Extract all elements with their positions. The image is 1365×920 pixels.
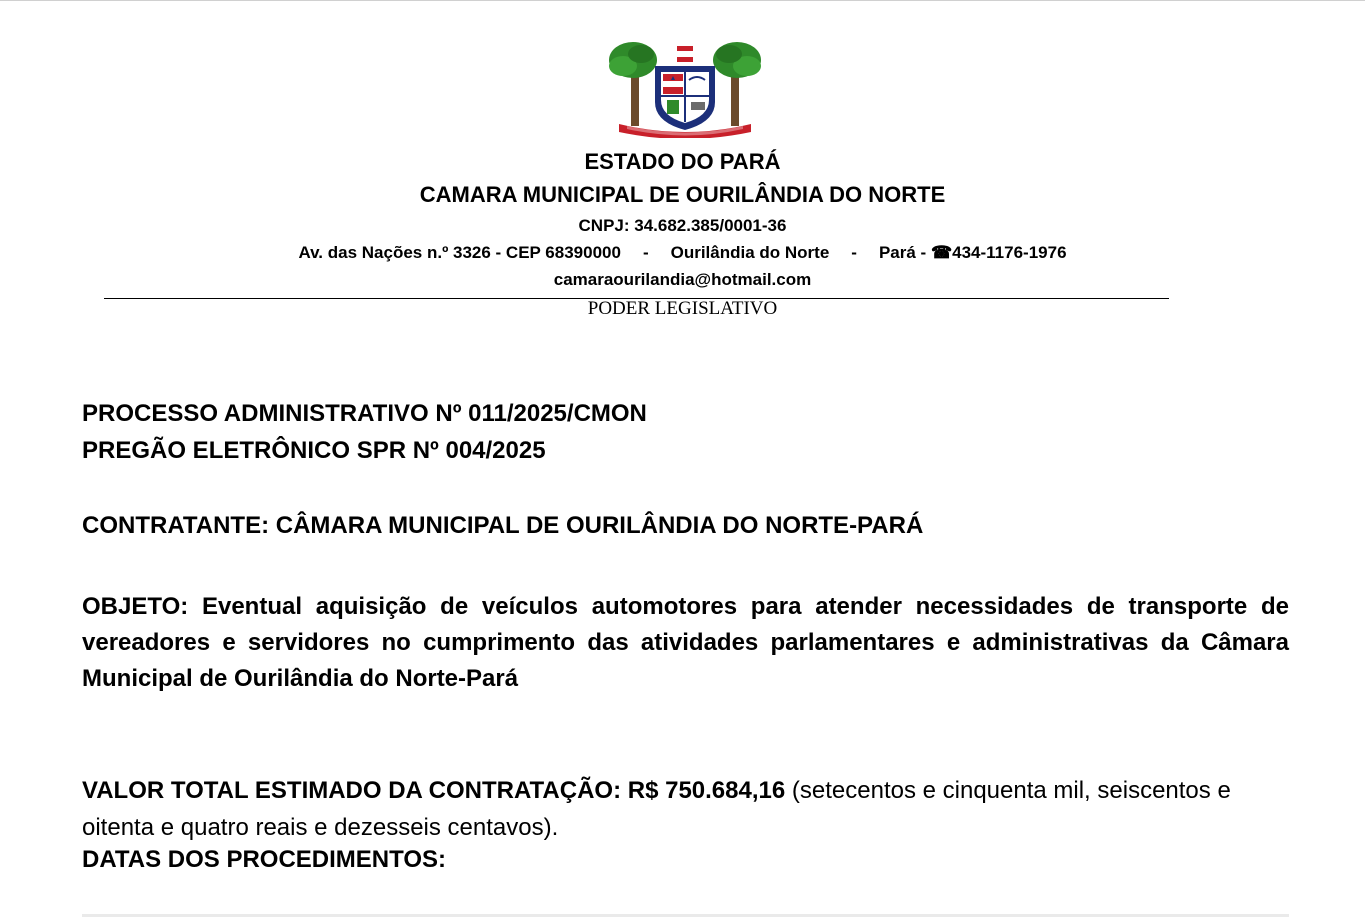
separator: - [851, 243, 857, 262]
city-name: Ourilândia do Norte [670, 243, 830, 262]
page-top-border [0, 0, 1365, 1]
state-abbrev: Pará - [878, 243, 927, 262]
datas-heading: DATAS DOS PROCEDIMENTOS: [82, 846, 447, 873]
valor-extenso: (setecentos e cinquenta mil, seiscentos e oitenta e quatro reais e dezesseis centavos). [82, 777, 1231, 841]
state-name: ESTADO DO PARÁ [584, 149, 781, 174]
branch-name: PODER LEGISLATIVO [587, 298, 778, 319]
valor-paragraph [82, 772, 1289, 846]
phone-icon: ☎ [930, 243, 953, 262]
chamber-name: CAMARA MUNICIPAL DE OURILÂNDIA DO NORTE [419, 182, 946, 207]
process-number: PROCESSO ADMINISTRATIVO Nº 011/2025/CMON [82, 400, 647, 427]
email-address: camaraourilandia@hotmail.com [553, 270, 812, 289]
table-top-edge [82, 914, 1289, 917]
contratante: CONTRATANTE: CÂMARA MUNICIPAL DE OURILÂNDIA DO NORTE-PARÁ [82, 512, 924, 539]
separator: - [642, 243, 649, 262]
pregao-number: PREGÃO ELETRÔNICO SPR Nº 004/2025 [82, 437, 546, 464]
objeto-paragraph: OBJETO: Eventual aquisição de veículos automotores para atender necessidades de transporte de vereadores e servidores no cumprimento das atividades parlamentares e administrativas da Câmara Municipal de Ourilândia do Norte-Pará [82, 593, 1289, 692]
address-line [0, 243, 1365, 263]
street-address: Av. das Nações n.º 3326 - CEP 68390000 [298, 243, 621, 262]
coat-of-arms-icon [605, 36, 765, 138]
cnpj: CNPJ: 34.682.385/0001-36 [578, 216, 787, 235]
valor-label: VALOR TOTAL ESTIMADO DA CONTRATAÇÃO: R$ 750.684,16 [82, 777, 786, 804]
phone-number: 434-1176-1976 [952, 243, 1067, 262]
